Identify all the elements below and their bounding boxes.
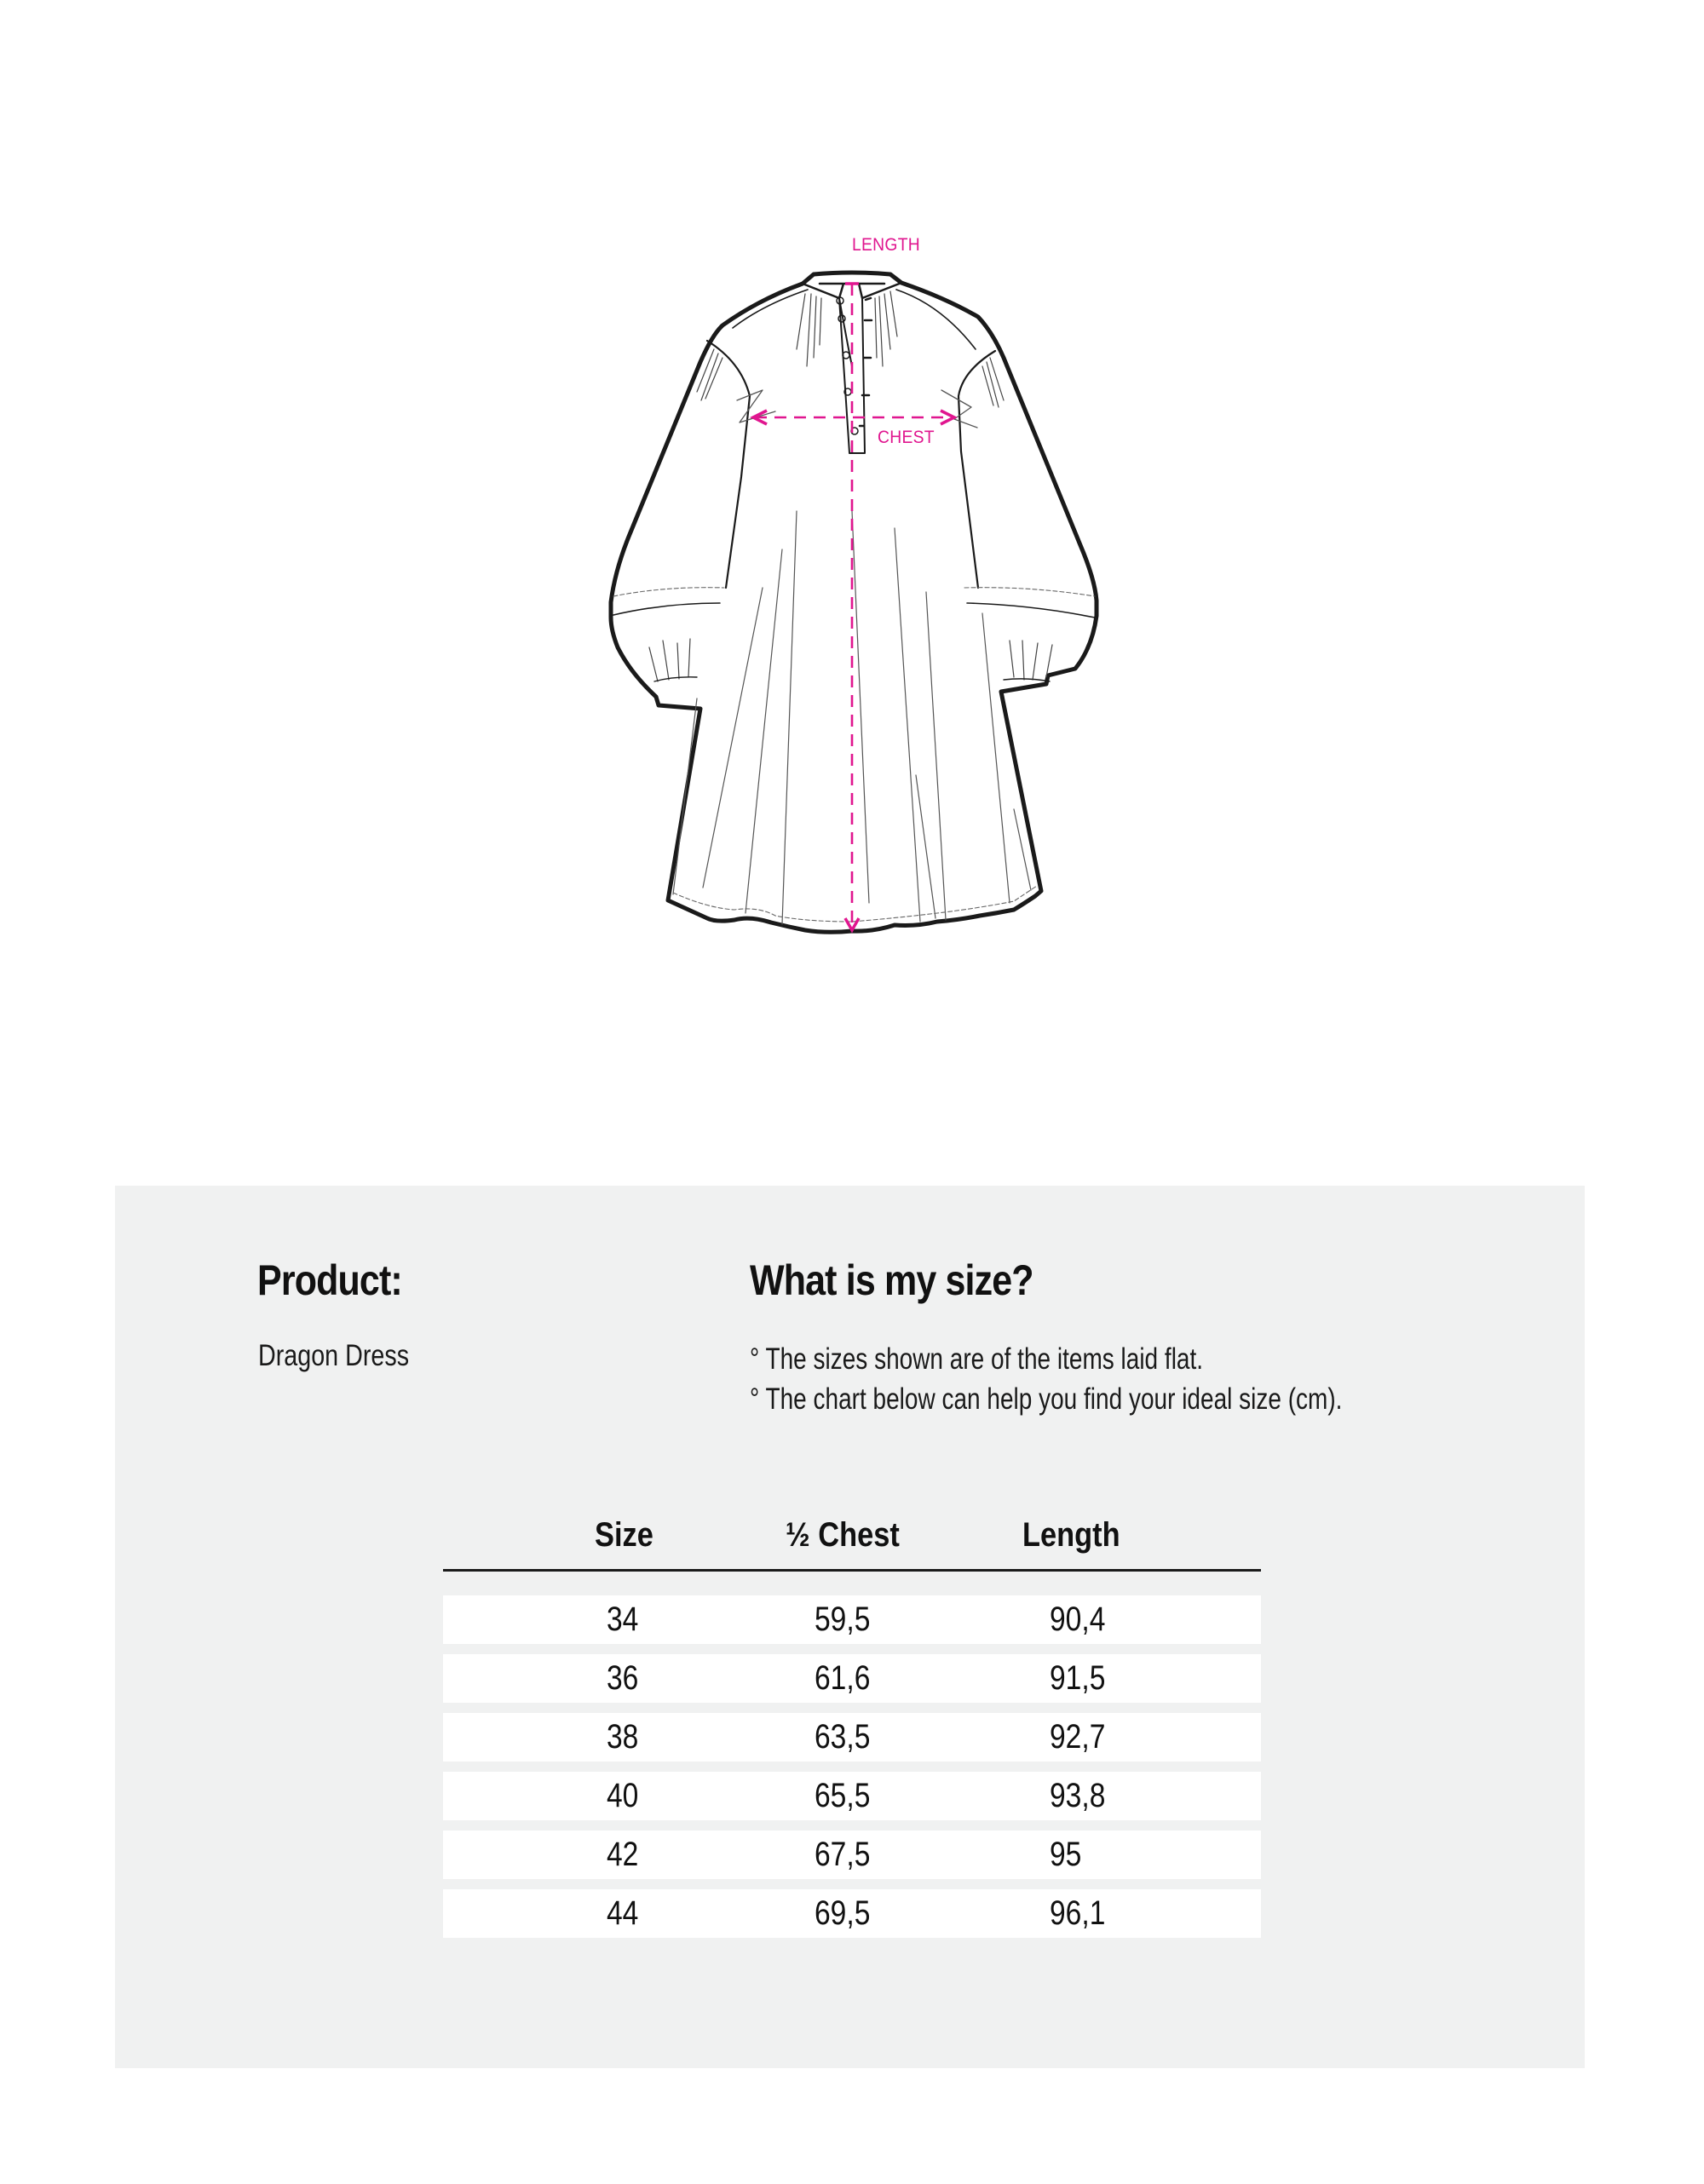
table-row — [443, 1772, 1261, 1820]
dress-illustration — [0, 0, 1704, 1022]
cell-size — [607, 1894, 645, 1933]
chest-measure-label: CHEST — [878, 428, 935, 447]
cell-text: 95 — [1050, 1836, 1082, 1873]
product-heading-text: Product: — [257, 1256, 402, 1304]
column-header-size — [595, 1516, 663, 1555]
cell-text: 34 — [607, 1601, 639, 1638]
cell-text: 36 — [607, 1659, 639, 1697]
cell-size — [607, 1777, 645, 1815]
column-header-length — [1022, 1516, 1136, 1555]
dress-flat-sketch-icon — [0, 0, 1704, 1022]
cell-text: 69,5 — [815, 1894, 871, 1932]
cell-half-chest — [815, 1659, 881, 1698]
table-row — [443, 1831, 1261, 1879]
note-chart-help — [750, 1379, 1490, 1419]
note-text: ° The chart below can help you find your ideal size (cm). — [750, 1382, 1343, 1416]
size-help-heading-text: What is my size? — [750, 1256, 1033, 1304]
product-heading — [257, 1256, 426, 1305]
cell-size — [607, 1601, 645, 1639]
header-text: Length — [1022, 1516, 1120, 1554]
size-help-notes — [750, 1339, 1490, 1419]
header-divider — [443, 1569, 1261, 1572]
note-laid-flat — [750, 1339, 1490, 1379]
size-chart-table — [443, 1509, 1261, 1932]
cell-half-chest — [815, 1836, 881, 1874]
cell-size — [607, 1836, 645, 1874]
cell-text: 90,4 — [1050, 1601, 1106, 1638]
table-body — [443, 1595, 1261, 1948]
table-row — [443, 1713, 1261, 1762]
cell-text: 63,5 — [815, 1718, 871, 1756]
cell-text: 44 — [607, 1894, 639, 1932]
cell-length — [1050, 1601, 1116, 1639]
cell-text: 40 — [607, 1777, 639, 1814]
header-text: Size — [595, 1516, 653, 1554]
cell-length — [1050, 1718, 1116, 1756]
cell-text: 92,7 — [1050, 1718, 1106, 1756]
note-text: ° The sizes shown are of the items laid flat. — [750, 1342, 1204, 1376]
cell-half-chest — [815, 1894, 881, 1933]
cell-half-chest — [815, 1601, 881, 1639]
cell-length — [1050, 1777, 1116, 1815]
cell-length — [1050, 1894, 1116, 1933]
cell-text: 61,6 — [815, 1659, 871, 1697]
cell-length — [1050, 1659, 1116, 1698]
cell-text: 59,5 — [815, 1601, 871, 1638]
table-row — [443, 1595, 1261, 1644]
cell-text: 91,5 — [1050, 1659, 1106, 1697]
cell-text: 38 — [607, 1718, 639, 1756]
cell-text: 65,5 — [815, 1777, 871, 1814]
table-header — [443, 1509, 1261, 1569]
cell-size — [607, 1659, 645, 1698]
column-header-half-chest — [786, 1516, 918, 1555]
size-help-heading — [750, 1256, 1079, 1305]
cell-text: 96,1 — [1050, 1894, 1106, 1932]
product-name-text: Dragon Dress — [258, 1339, 410, 1372]
cell-text: 42 — [607, 1836, 639, 1873]
cell-half-chest — [815, 1777, 881, 1815]
length-measure-label: LENGTH — [852, 235, 921, 255]
cell-text: 93,8 — [1050, 1777, 1106, 1814]
header-text: ½ Chest — [786, 1516, 900, 1554]
size-guide-panel — [115, 1186, 1585, 2068]
product-name — [258, 1339, 442, 1373]
table-row — [443, 1654, 1261, 1703]
cell-length — [1050, 1836, 1088, 1874]
cell-size — [607, 1718, 645, 1756]
cell-text: 67,5 — [815, 1836, 871, 1873]
table-row — [443, 1889, 1261, 1938]
cell-half-chest — [815, 1718, 881, 1756]
